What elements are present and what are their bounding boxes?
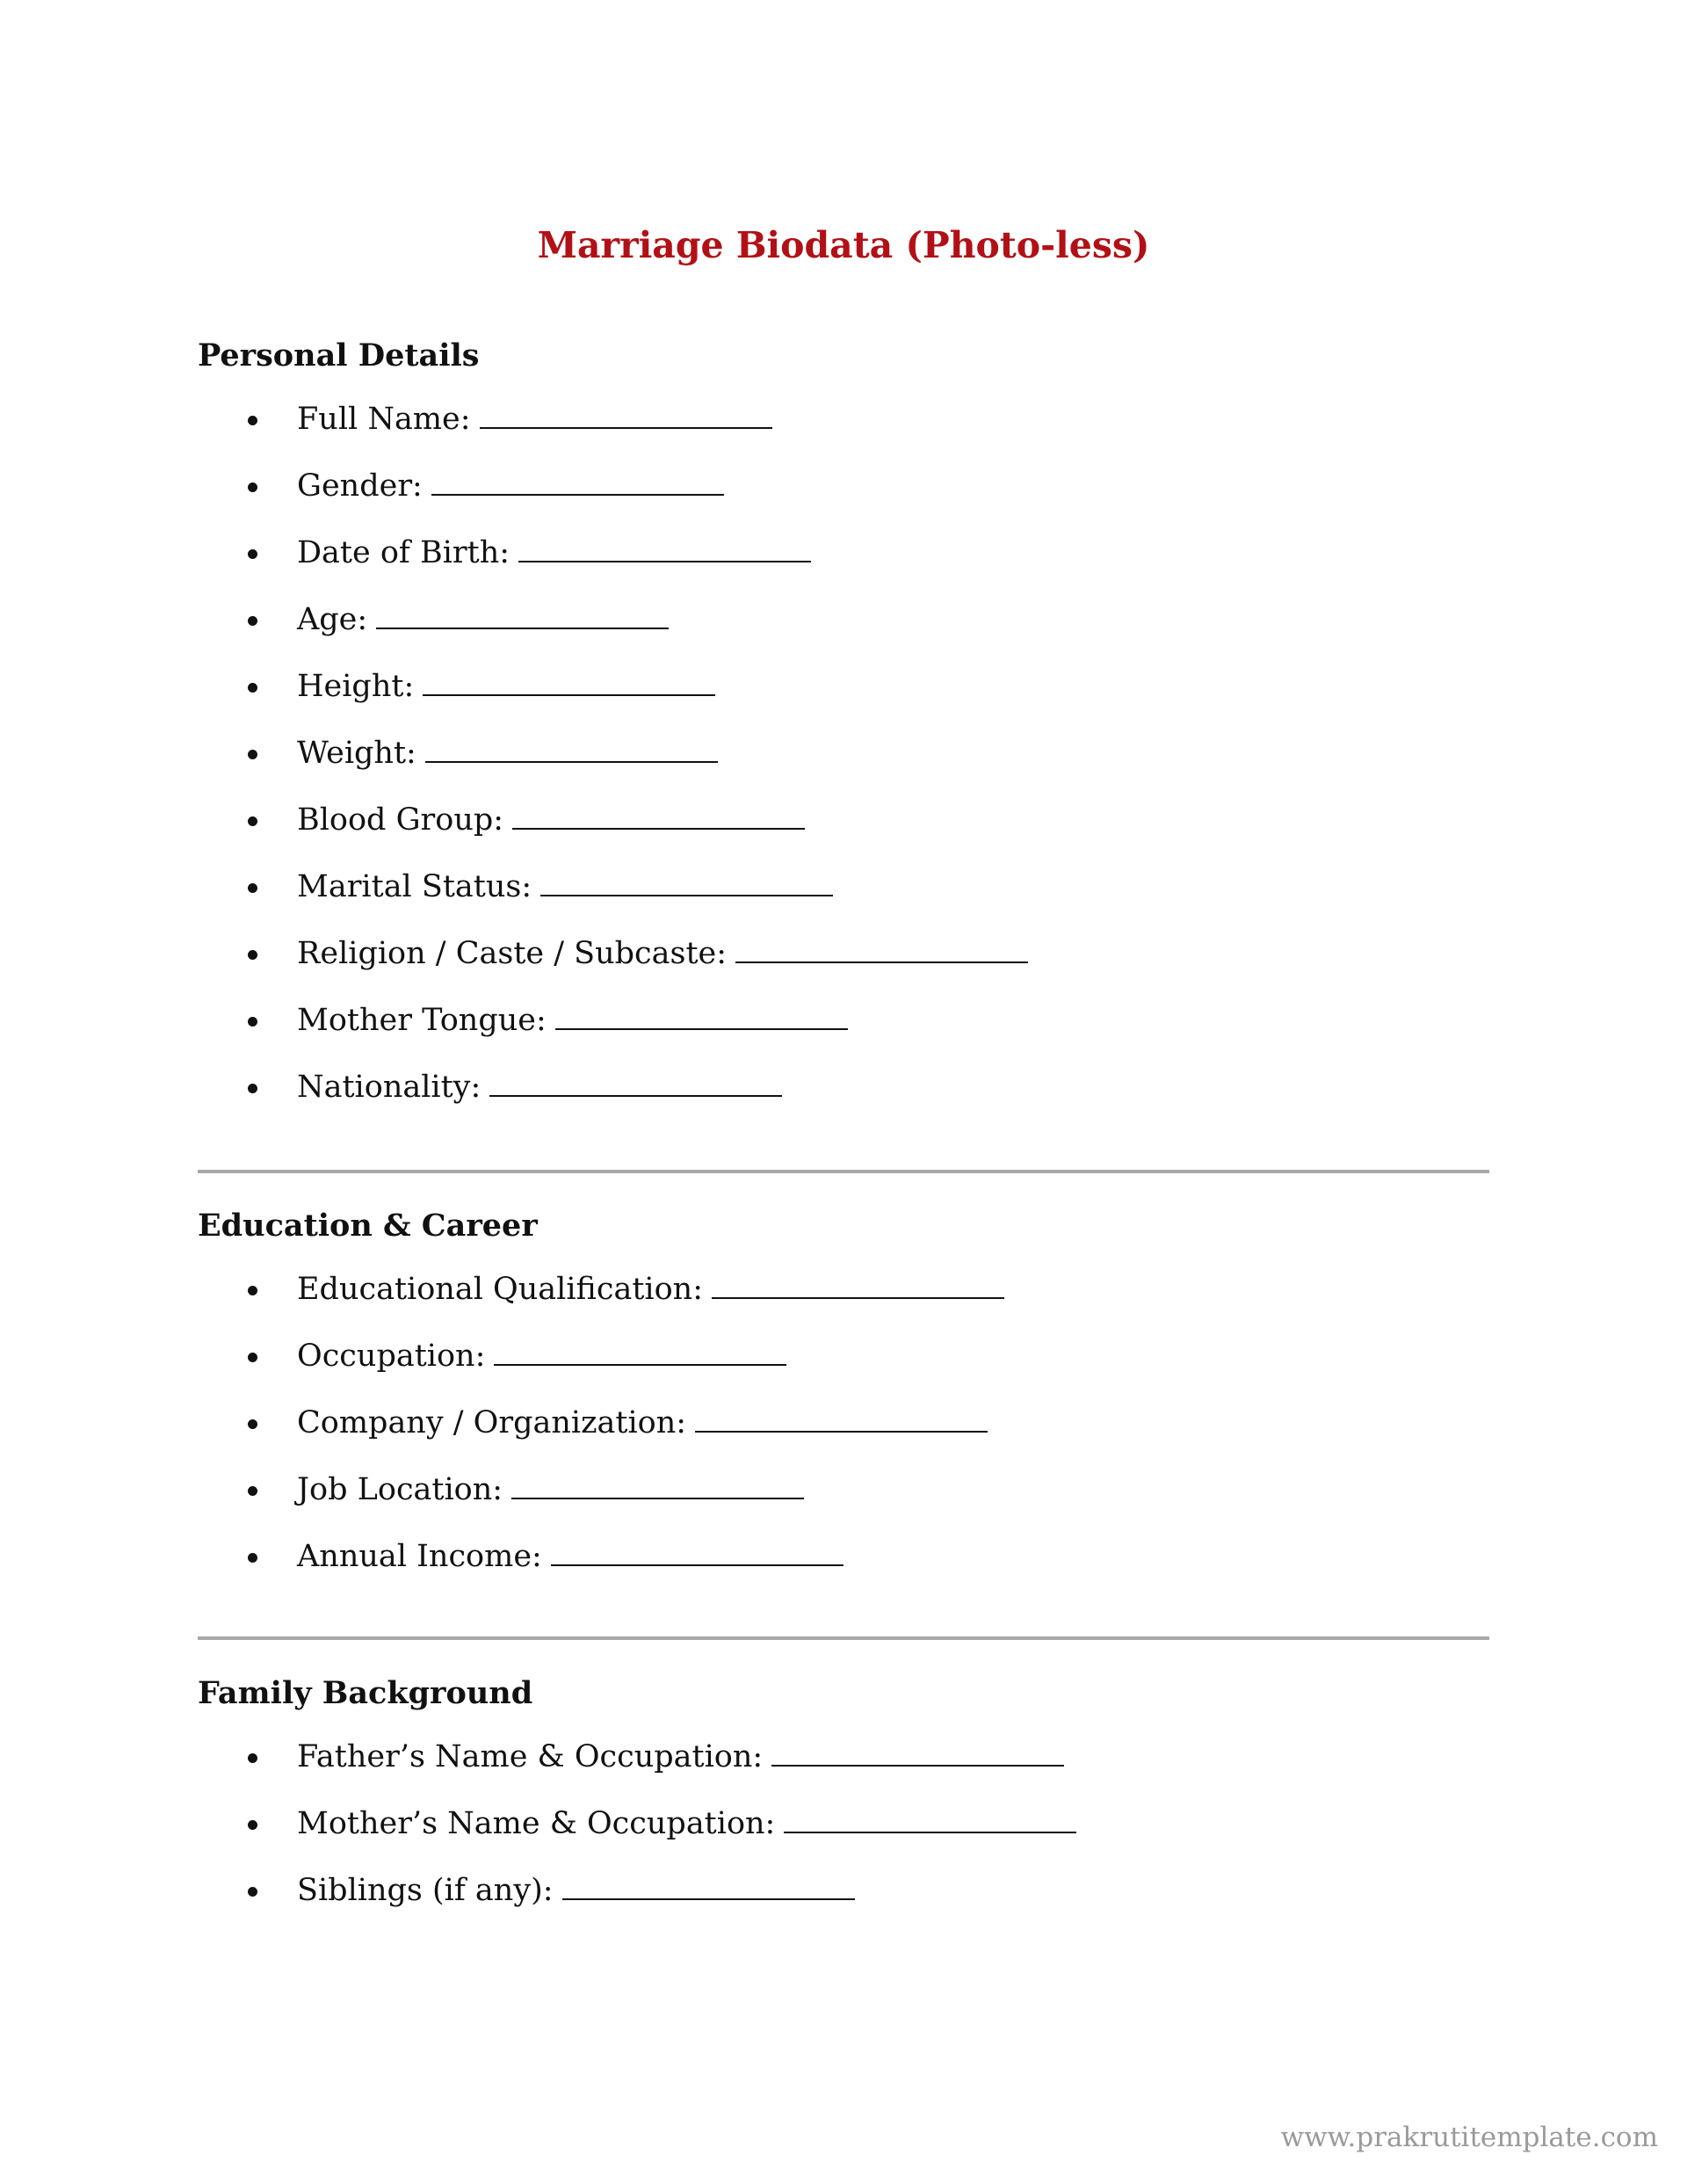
field-label: Religion / Caste / Subcaste: xyxy=(297,936,728,971)
section-family-background xyxy=(198,1672,1489,1935)
bullet-icon xyxy=(248,1084,257,1093)
field-label: Weight: xyxy=(297,736,416,771)
field-occupation xyxy=(198,1334,1489,1401)
field-job-location xyxy=(198,1468,1489,1535)
mother-tongue-blank[interactable] xyxy=(555,998,848,1030)
gender-blank[interactable] xyxy=(431,464,724,496)
company-organization-blank[interactable] xyxy=(695,1401,988,1433)
field-weight xyxy=(198,731,1489,798)
field-label: Siblings (if any): xyxy=(297,1873,554,1908)
field-mother-tongue xyxy=(198,998,1489,1065)
section-heading-personal-details: Personal Details xyxy=(198,337,480,374)
blood-group-blank[interactable] xyxy=(512,798,805,830)
bullet-icon xyxy=(248,549,257,559)
bullet-icon xyxy=(248,1553,257,1563)
bullet-icon xyxy=(248,416,257,425)
field-label: Annual Income: xyxy=(297,1539,542,1574)
bullet-icon xyxy=(248,950,257,960)
field-full-name xyxy=(198,397,1489,464)
field-label: Occupation: xyxy=(297,1339,486,1374)
section-personal-details xyxy=(198,334,1489,1132)
bullet-icon xyxy=(248,683,257,693)
education-career-list xyxy=(198,1267,1489,1601)
field-nationality xyxy=(198,1065,1489,1132)
occupation-blank[interactable] xyxy=(494,1334,786,1366)
section-heading-education-career: Education & Career xyxy=(198,1208,538,1244)
field-educational-qualification xyxy=(198,1267,1489,1334)
siblings-blank[interactable] xyxy=(562,1868,855,1900)
full-name-blank[interactable] xyxy=(480,397,772,429)
field-age xyxy=(198,598,1489,664)
page-title: Marriage Biodata (Photo-less) xyxy=(537,224,1150,267)
bullet-icon xyxy=(248,1017,257,1027)
field-blood-group xyxy=(198,798,1489,865)
bullet-icon xyxy=(248,1753,257,1763)
section-education-career xyxy=(198,1204,1489,1601)
field-label: Company / Organization: xyxy=(297,1405,687,1440)
field-label: Marital Status: xyxy=(297,869,532,904)
bullet-icon xyxy=(248,883,257,893)
field-label: Gender: xyxy=(297,468,423,504)
field-annual-income xyxy=(198,1535,1489,1601)
field-label: Job Location: xyxy=(297,1472,503,1507)
field-siblings xyxy=(198,1868,1489,1935)
field-label: Mother’s Name & Occupation: xyxy=(297,1806,776,1841)
field-religion-caste-subcaste xyxy=(198,932,1489,998)
date-of-birth-blank[interactable] xyxy=(518,531,811,562)
bullet-icon xyxy=(248,1820,257,1830)
educational-qualification-blank[interactable] xyxy=(712,1267,1004,1299)
bullet-icon xyxy=(248,616,257,626)
field-date-of-birth xyxy=(198,531,1489,598)
field-label: Age: xyxy=(297,602,368,637)
bullet-icon xyxy=(248,750,257,759)
weight-blank[interactable] xyxy=(425,731,718,763)
field-label: Full Name: xyxy=(297,402,471,437)
field-label: Educational Qualification: xyxy=(297,1272,703,1307)
field-gender xyxy=(198,464,1489,531)
field-mothers-name-occupation xyxy=(198,1802,1489,1868)
field-label: Mother Tongue: xyxy=(297,1003,547,1038)
job-location-blank[interactable] xyxy=(511,1468,804,1499)
age-blank[interactable] xyxy=(376,598,669,629)
bullet-icon xyxy=(248,1419,257,1429)
section-heading-family-background: Family Background xyxy=(198,1675,533,1711)
field-label: Nationality: xyxy=(297,1070,481,1105)
family-background-list xyxy=(198,1735,1489,1935)
bullet-icon xyxy=(248,483,257,492)
field-marital-status xyxy=(198,865,1489,932)
bullet-icon xyxy=(248,1887,257,1897)
field-height xyxy=(198,664,1489,731)
annual-income-blank[interactable] xyxy=(551,1535,844,1566)
personal-details-list xyxy=(198,397,1489,1132)
field-label: Date of Birth: xyxy=(297,535,510,570)
footer-url: www.prakrutitemplate.com xyxy=(1280,2122,1658,2153)
bullet-icon xyxy=(248,1353,257,1362)
bullet-icon xyxy=(248,1486,257,1496)
height-blank[interactable] xyxy=(423,664,715,696)
nationality-blank[interactable] xyxy=(489,1065,782,1097)
marital-status-blank[interactable] xyxy=(540,865,833,896)
fathers-name-occupation-blank[interactable] xyxy=(771,1735,1064,1767)
mothers-name-occupation-blank[interactable] xyxy=(784,1802,1076,1833)
field-fathers-name-occupation xyxy=(198,1735,1489,1802)
section-divider xyxy=(198,1170,1489,1173)
religion-caste-subcaste-blank[interactable] xyxy=(735,932,1028,963)
field-label: Blood Group: xyxy=(297,802,504,838)
section-divider xyxy=(198,1636,1489,1640)
bullet-icon xyxy=(248,1286,257,1295)
field-label: Father’s Name & Occupation: xyxy=(297,1739,764,1774)
field-label: Height: xyxy=(297,669,415,704)
field-company-organization xyxy=(198,1401,1489,1468)
bullet-icon xyxy=(248,816,257,826)
